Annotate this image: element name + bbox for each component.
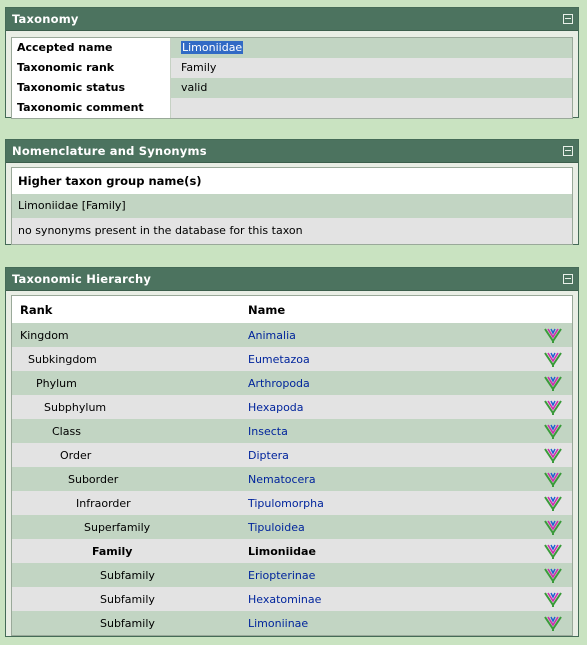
- taxon-action-cell: [534, 375, 572, 391]
- rank-cell: Order: [60, 448, 92, 462]
- rank-cell: Class: [52, 424, 81, 438]
- taxonomic-comment-row: [12, 98, 572, 118]
- hierarchy-rows: [12, 323, 572, 635]
- hierarchy-row: [12, 371, 572, 395]
- accepted-name-row: [12, 38, 572, 58]
- taxon-link[interactable]: Insecta: [248, 424, 288, 438]
- nomenclature-panel: [5, 139, 579, 245]
- taxon-tree-icon[interactable]: [543, 471, 563, 487]
- synonyms-note: no synonyms present in the database for this taxon: [12, 218, 572, 244]
- taxon-tree-icon[interactable]: [543, 375, 563, 391]
- higher-taxon-heading: Higher taxon group name(s): [12, 168, 572, 194]
- taxon-action-cell: [534, 471, 572, 487]
- rank-cell: Subkingdom: [28, 352, 97, 366]
- hierarchy-row: [12, 563, 572, 587]
- hierarchy-column-headers: [12, 296, 572, 323]
- nomenclature-header: [6, 140, 578, 163]
- taxonomy-header: [6, 8, 578, 31]
- taxon-action-cell: [534, 615, 572, 631]
- taxon-tree-icon[interactable]: [543, 351, 563, 367]
- rank-cell: Subfamily: [100, 568, 155, 582]
- collapse-nomenclature-icon[interactable]: [563, 146, 573, 156]
- taxonomic-rank-value: Family: [171, 58, 572, 78]
- rank-column-header: Rank: [20, 302, 53, 317]
- taxon-link[interactable]: Animalia: [248, 328, 296, 342]
- hierarchy-row: [12, 467, 572, 491]
- rank-cell: Kingdom: [20, 328, 69, 342]
- hierarchy-header: [6, 268, 578, 291]
- higher-taxon-group-name: Limoniidae [Family]: [12, 194, 572, 218]
- rank-cell: Family: [92, 544, 133, 558]
- taxon-action-cell: [534, 495, 572, 511]
- taxon-link[interactable]: Eumetazoa: [248, 352, 310, 366]
- taxon-link[interactable]: Diptera: [248, 448, 289, 462]
- taxon-link[interactable]: Arthropoda: [248, 376, 310, 390]
- name-column-header: Name: [248, 302, 286, 317]
- rank-cell: Phylum: [36, 376, 77, 390]
- taxon-action-cell: [534, 447, 572, 463]
- taxon-tree-icon[interactable]: [543, 519, 563, 535]
- taxon-action-cell: [534, 519, 572, 535]
- nomenclature-table: [11, 167, 573, 245]
- hierarchy-row: [12, 395, 572, 419]
- nomenclature-title: Nomenclature and Synonyms: [12, 144, 207, 158]
- taxon-tree-icon[interactable]: [543, 327, 563, 343]
- hierarchy-panel: [5, 267, 579, 637]
- taxonomic-status-label: Taxonomic status: [12, 78, 171, 98]
- rank-cell: Suborder: [68, 472, 119, 486]
- hierarchy-row: [12, 611, 572, 635]
- taxonomy-title: Taxonomy: [12, 12, 79, 26]
- taxon-link[interactable]: Tipulomorpha: [248, 496, 324, 510]
- taxon-tree-icon[interactable]: [543, 543, 563, 559]
- current-taxon-name: Limoniidae: [248, 544, 316, 558]
- taxon-link[interactable]: Hexatominae: [248, 592, 322, 606]
- rank-cell: Subphylum: [44, 400, 107, 414]
- taxonomic-status-row: [12, 78, 572, 98]
- hierarchy-row: [12, 491, 572, 515]
- taxon-tree-icon[interactable]: [543, 447, 563, 463]
- taxon-tree-icon[interactable]: [543, 567, 563, 583]
- accepted-name-label: Accepted name: [12, 38, 171, 58]
- taxonomic-comment-value: [171, 98, 572, 118]
- hierarchy-row: [12, 347, 572, 371]
- hierarchy-row: [12, 515, 572, 539]
- taxon-action-cell: [534, 351, 572, 367]
- taxon-action-cell: [534, 567, 572, 583]
- taxon-link[interactable]: Limoniinae: [248, 616, 309, 630]
- rank-cell: Subfamily: [100, 592, 155, 606]
- taxonomy-table: [11, 37, 573, 119]
- taxon-tree-icon[interactable]: [543, 423, 563, 439]
- taxon-link[interactable]: Nematocera: [248, 472, 316, 486]
- taxonomy-panel: [5, 7, 579, 118]
- taxon-action-cell: [534, 327, 572, 343]
- taxon-action-cell: [534, 543, 572, 559]
- hierarchy-title: Taxonomic Hierarchy: [12, 272, 152, 286]
- hierarchy-row: [12, 443, 572, 467]
- rank-cell: Superfamily: [84, 520, 151, 534]
- taxonomic-rank-row: [12, 58, 572, 78]
- rank-cell: Infraorder: [76, 496, 131, 510]
- taxon-action-cell: [534, 423, 572, 439]
- taxon-tree-icon[interactable]: [543, 399, 563, 415]
- taxon-tree-icon[interactable]: [543, 591, 563, 607]
- taxonomic-rank-label: Taxonomic rank: [12, 58, 171, 78]
- hierarchy-row: [12, 419, 572, 443]
- taxon-link[interactable]: Tipuloidea: [248, 520, 305, 534]
- taxonomic-comment-label: Taxonomic comment: [12, 98, 171, 118]
- taxon-action-cell: [534, 399, 572, 415]
- taxonomic-status-value: valid: [171, 78, 572, 98]
- taxon-tree-icon[interactable]: [543, 615, 563, 631]
- taxon-link[interactable]: Eriopterinae: [248, 568, 316, 582]
- taxon-tree-icon[interactable]: [543, 495, 563, 511]
- taxon-link[interactable]: Hexapoda: [248, 400, 304, 414]
- hierarchy-row: [12, 539, 572, 563]
- rank-cell: Subfamily: [100, 616, 155, 630]
- taxon-action-cell: [534, 591, 572, 607]
- collapse-taxonomy-icon[interactable]: [563, 14, 573, 24]
- hierarchy-row: [12, 587, 572, 611]
- hierarchy-row: [12, 323, 572, 347]
- hierarchy-table: [11, 295, 573, 636]
- accepted-name-value[interactable]: Limoniidae: [182, 41, 243, 54]
- collapse-hierarchy-icon[interactable]: [563, 274, 573, 284]
